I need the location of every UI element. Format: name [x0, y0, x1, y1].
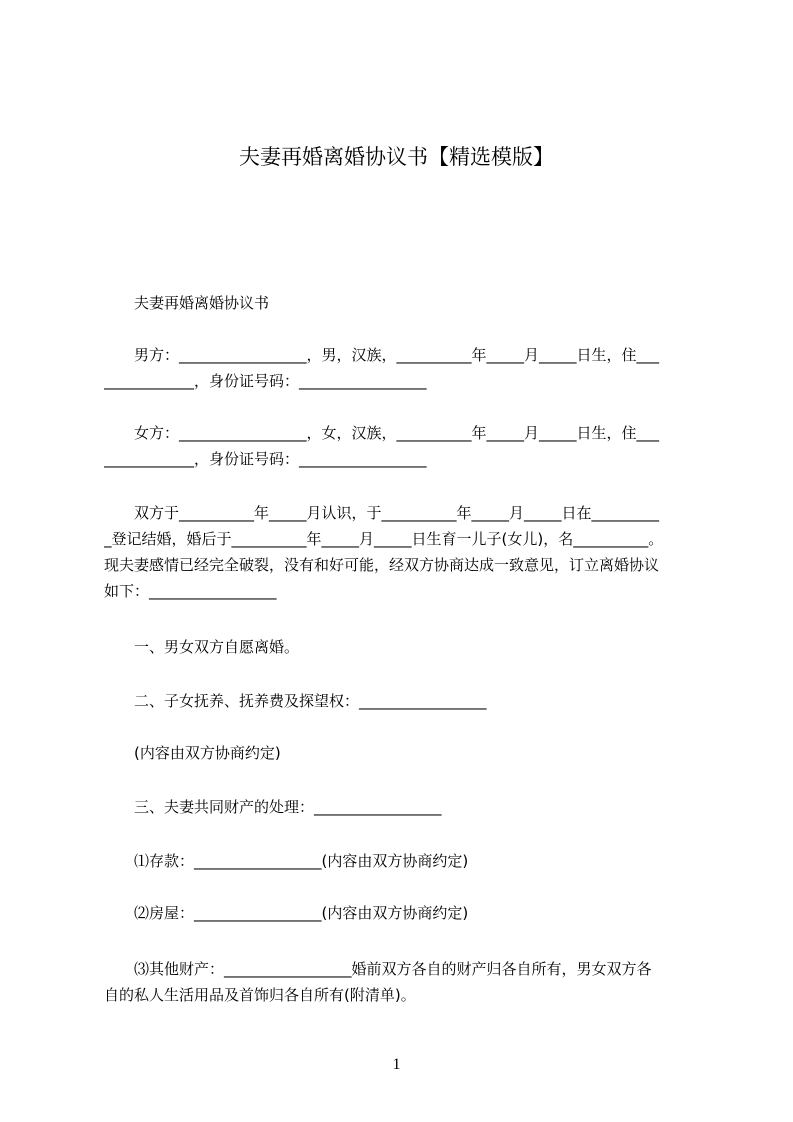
background-paragraph: [104, 500, 704, 604]
clause-3-2: [104, 900, 704, 926]
clause-3-1: [104, 848, 704, 874]
clause-1: [104, 634, 704, 660]
clause-3-3-line-1: ⑶其他财产：_________________婚前双方各自的财产归各自所有，男女双方各: [104, 960, 652, 978]
clause-3-1-text: ⑴存款：_________________(内容由双方协商约定): [104, 852, 469, 870]
male-party-paragraph: [104, 342, 704, 394]
clause-3-3-line-2: 自的私人生活用品及首饰归各自所有(附清单)。: [104, 986, 416, 1004]
clause-3: [104, 794, 704, 820]
clause-2: [104, 688, 704, 714]
background-line-1: 双方于__________年_____月认识，于__________年_____月_____日在_________: [104, 504, 660, 522]
clause-3-2-text: ⑵房屋：_________________(内容由双方协商约定): [104, 904, 469, 922]
female-party-paragraph: [104, 420, 704, 472]
background-line-2: _登记结婚，婚后于__________年_____月_____日生育一儿子(女儿)，名__________。: [104, 530, 664, 548]
female-party-line-2: ____________，身份证号码：_________________: [104, 450, 427, 468]
clause-2-text: 二、子女抚养、抚养费及探望权：_________________: [104, 692, 487, 710]
clause-2-note: [104, 740, 704, 766]
clause-3-text: 三、夫妻共同财产的处理：_________________: [104, 798, 442, 816]
page-number: 1: [392, 1056, 401, 1073]
clause-2-note-text: (内容由双方协商约定): [104, 744, 281, 762]
female-party-line-1: 女方：_________________，女，汉族，__________年_____月_____日生，住___: [104, 424, 660, 442]
document-title: 夫妻再婚离婚协议书【精选模版】: [239, 145, 554, 169]
male-party-line-2: ____________，身份证号码：_________________: [104, 372, 427, 390]
agreement-subtitle: [104, 290, 704, 316]
background-line-3: 现夫妻感情已经完全破裂，没有和好可能，经双方协商达成一致意见，订立离婚协议: [104, 556, 660, 574]
male-party-line-1: 男方：_________________，男，汉族，__________年_____月_____日生，住___: [104, 346, 660, 364]
clause-3-3: [104, 956, 704, 1008]
subtitle-text: 夫妻再婚离婚协议书: [104, 294, 270, 312]
clause-1-text: 一、男女双方自愿离婚。: [104, 638, 300, 656]
background-line-4: 如下：_________________: [104, 582, 277, 600]
